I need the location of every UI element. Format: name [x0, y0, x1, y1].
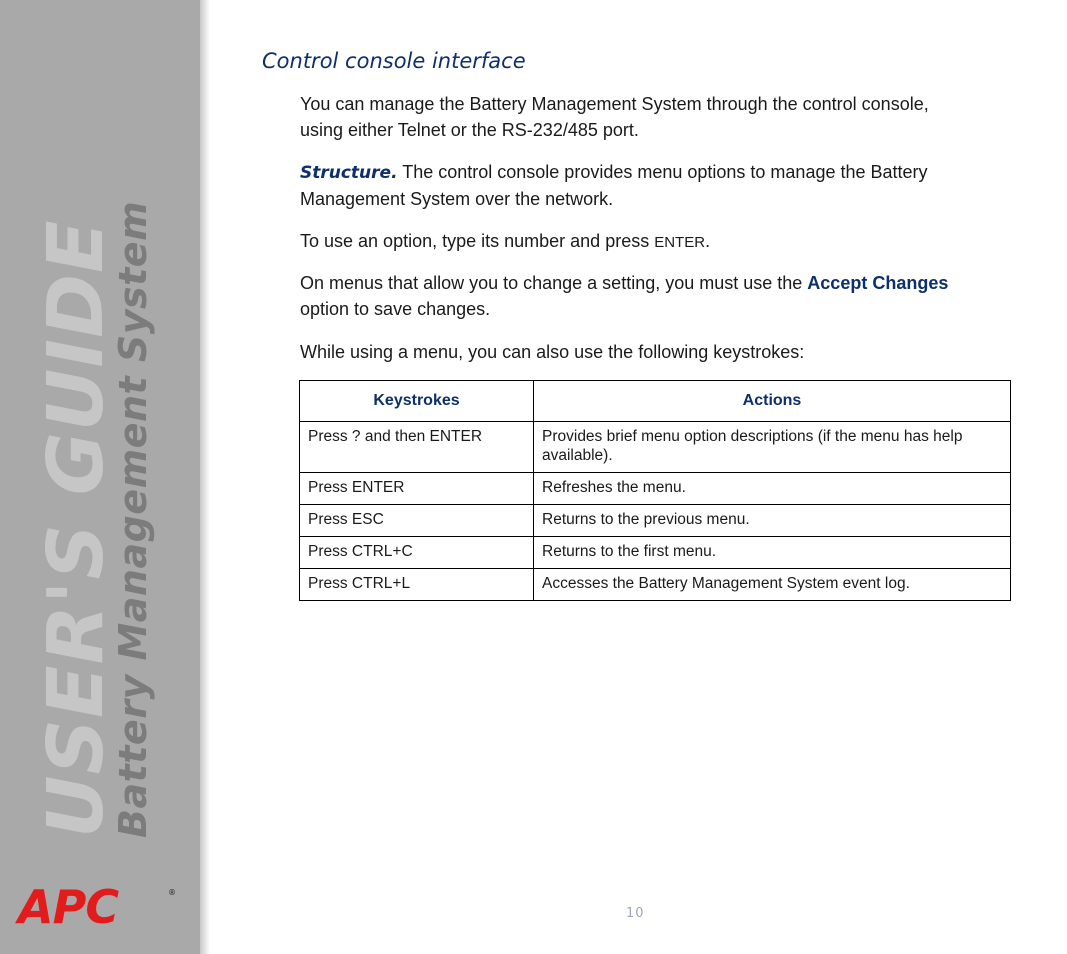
table-header-row — [300, 381, 1011, 422]
guide-title: USER'S GUIDE — [32, 219, 121, 838]
action-cell: Refreshes the menu. — [534, 473, 1011, 505]
structure-text: The control console provides menu options to manage the Battery Management System over the network. — [300, 162, 928, 209]
keystroke-cell: Press ? and then ENTER — [300, 422, 534, 473]
structure-paragraph — [300, 159, 960, 212]
table-row — [300, 505, 1011, 537]
table-row — [300, 537, 1011, 569]
header-keystrokes: Keystrokes — [300, 381, 534, 422]
apc-logo: APC — [18, 880, 119, 934]
accept-text-end: option to save changes. — [300, 299, 491, 319]
table-row — [300, 473, 1011, 505]
header-actions: Actions — [534, 381, 1011, 422]
use-option-text: To use an option, type its number and press — [300, 231, 655, 251]
keystroke-cell: Press ESC — [300, 505, 534, 537]
accept-changes-option: Accept Changes — [807, 273, 949, 293]
action-cell: Returns to the first menu. — [534, 537, 1011, 569]
keystroke-cell: Press ENTER — [300, 473, 534, 505]
section-title: Control console interface — [262, 49, 526, 73]
accept-paragraph — [300, 270, 960, 322]
sidebar — [0, 0, 200, 954]
action-cell: Accesses the Battery Management System event log. — [534, 569, 1011, 601]
sidebar-edge-shadow — [200, 0, 210, 954]
action-cell: Provides brief menu option descriptions (if the menu has help available). — [534, 422, 1011, 473]
table-row — [300, 422, 1011, 473]
keystroke-cell: Press CTRL+L — [300, 569, 534, 601]
registered-mark: ® — [168, 888, 176, 897]
enter-key: ENTER — [654, 234, 706, 251]
page-number: 10 — [626, 906, 645, 921]
action-cell: Returns to the previous menu. — [534, 505, 1011, 537]
use-option-paragraph — [300, 228, 960, 256]
product-name: Battery Management System — [111, 200, 155, 838]
accept-text: On menus that allow you to change a setting, you must use the — [300, 273, 808, 293]
structure-label: Structure. — [300, 163, 398, 183]
keystroke-cell: Press CTRL+C — [300, 537, 534, 569]
keystrokes-table — [299, 380, 1011, 601]
use-option-end: . — [705, 231, 711, 251]
keystrokes-intro: While using a menu, you can also use the following keystrokes: — [300, 342, 805, 362]
intro-paragraph: You can manage the Battery Management System through the control console, using either Telnet or the RS-232/485 port. — [300, 94, 929, 140]
table-row — [300, 569, 1011, 601]
